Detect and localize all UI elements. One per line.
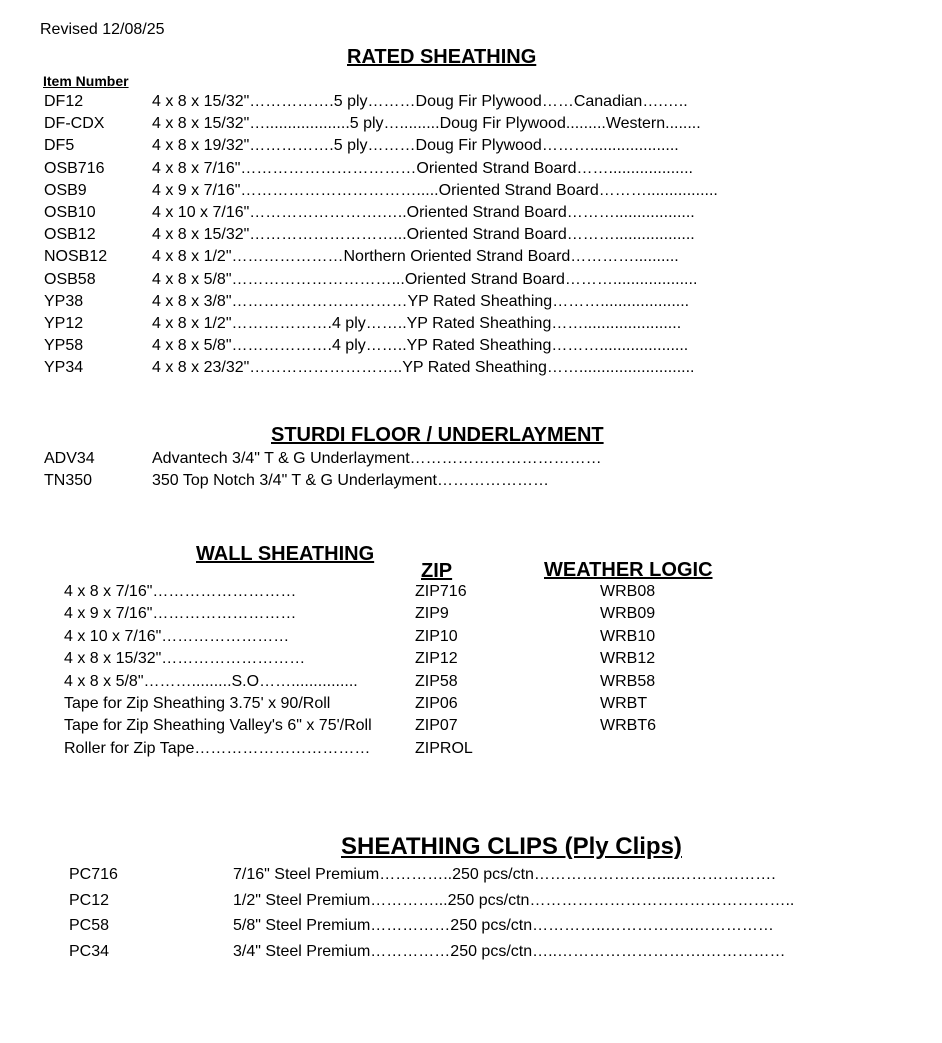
zip-item-code: ZIP07 [415, 717, 458, 734]
zip-item-code: ZIP12 [415, 650, 458, 667]
weather-logic-item-code: WRBT6 [600, 717, 656, 734]
item-description: 4 x 8 x 5/8"……………….4 ply……..YP Rated Sheathing……….................... [152, 337, 689, 354]
item-description: 4 x 8 x 15/32"…...................5 ply….........Doug Fir Plywood.........Western........ [152, 115, 701, 132]
weather-logic-column-header: WEATHER LOGIC [544, 559, 713, 581]
item-code: PC58 [69, 917, 110, 934]
wall-item-description: Roller for Zip Tape…………………………… [64, 740, 371, 757]
wall-item-description: 4 x 8 x 15/32"……………………… [64, 650, 306, 667]
revised-date: Revised 12/08/25 [40, 21, 165, 38]
weather-logic-item-code: WRBT [600, 695, 648, 712]
item-code: OSB716 [44, 160, 105, 177]
item-description: 4 x 8 x 15/32"………………………...Oriented Strand Board……….................. [152, 226, 695, 243]
wall-item-description: Tape for Zip Sheathing 3.75' x 90/Roll [64, 695, 331, 712]
item-description: 1/2" Steel Premium…………...250 pcs/ctn………………………………………….. [233, 892, 795, 909]
item-description: 3/4" Steel Premium……………250 pcs/ctn…..……………………….…………… [233, 943, 786, 960]
item-code: OSB58 [44, 271, 96, 288]
item-description: 4 x 10 x 7/16"…………………….…..Oriented Strand Board……….................. [152, 204, 695, 221]
item-description: 350 Top Notch 3/4" T & G Underlayment………………… [152, 472, 549, 489]
item-code: YP12 [44, 315, 84, 332]
zip-item-code: ZIP716 [415, 583, 467, 600]
item-code: DF12 [44, 93, 84, 110]
weather-logic-item-code: WRB08 [600, 583, 656, 600]
wall-item-description: 4 x 8 x 5/8"……….........S.O……............... [64, 673, 358, 690]
item-description: 5/8" Steel Premium……………250 pcs/ctn…………..……………..…………… [233, 917, 774, 934]
zip-item-code: ZIP06 [415, 695, 458, 712]
item-code: ADV34 [44, 450, 95, 467]
zip-item-code: ZIP10 [415, 628, 458, 645]
item-description: 4 x 8 x 1/2"……………….4 ply……..YP Rated Sheathing……...................... [152, 315, 682, 332]
item-code: OSB9 [44, 182, 87, 199]
item-description: 4 x 8 x 3/8"……………………………YP Rated Sheathing……….................... [152, 293, 690, 310]
item-description: 4 x 8 x 15/32"…………….5 ply………Doug Fir Plywood……Canadian….….. [152, 93, 688, 110]
item-code: YP34 [44, 359, 84, 376]
sheathing-clips-title: SHEATHING CLIPS (Ply Clips) [341, 833, 682, 860]
item-code: OSB10 [44, 204, 96, 221]
zip-item-code: ZIPROL [415, 740, 473, 757]
item-description: 4 x 8 x 1/2"…………………Northern Oriented Strand Board………….......... [152, 248, 679, 265]
item-description: 4 x 8 x 19/32"…………….5 ply………Doug Fir Plywood……….................... [152, 137, 679, 154]
item-code: DF-CDX [44, 115, 105, 132]
item-code: YP38 [44, 293, 84, 310]
item-code: DF5 [44, 137, 75, 154]
item-code: PC716 [69, 866, 118, 883]
wall-item-description: 4 x 8 x 7/16"……………………… [64, 583, 297, 600]
wall-item-description: 4 x 10 x 7/16"…………………… [64, 628, 290, 645]
item-description: 7/16" Steel Premium…………..250 pcs/ctn……………………...………………. [233, 866, 776, 883]
item-description: Advantech 3/4" T & G Underlayment……………………………… [152, 450, 602, 467]
weather-logic-item-code: WRB09 [600, 605, 656, 622]
zip-item-code: ZIP9 [415, 605, 449, 622]
weather-logic-item-code: WRB10 [600, 628, 656, 645]
item-code: TN350 [44, 472, 93, 489]
rated-sheathing-title: RATED SHEATHING [347, 46, 537, 68]
item-number-header: Item Number [43, 73, 129, 89]
wall-item-description: 4 x 9 x 7/16"……………………… [64, 605, 297, 622]
zip-column-header: ZIP [421, 560, 453, 582]
item-description: 4 x 9 x 7/16"…………………………….....Oriented Strand Board………................ [152, 182, 718, 199]
item-description: 4 x 8 x 5/8"…………………………...Oriented Strand Board………................... [152, 271, 698, 288]
item-code: NOSB12 [44, 248, 108, 265]
zip-item-code: ZIP58 [415, 673, 458, 690]
item-description: 4 x 8 x 7/16"……………………………Oriented Strand Board……................... [152, 160, 693, 177]
item-code: YP58 [44, 337, 84, 354]
sturdi-floor-title: STURDI FLOOR / UNDERLAYMENT [271, 424, 604, 446]
item-code: PC34 [69, 943, 110, 960]
weather-logic-item-code: WRB12 [600, 650, 656, 667]
wall-item-description: Tape for Zip Sheathing Valley's 6" x 75'/Roll [64, 717, 372, 734]
weather-logic-item-code: WRB58 [600, 673, 656, 690]
item-code: PC12 [69, 892, 110, 909]
item-description: 4 x 8 x 23/32"………………………..YP Rated Sheathing…….......................... [152, 359, 695, 376]
item-code: OSB12 [44, 226, 96, 243]
wall-sheathing-title: WALL SHEATHING [196, 543, 375, 565]
